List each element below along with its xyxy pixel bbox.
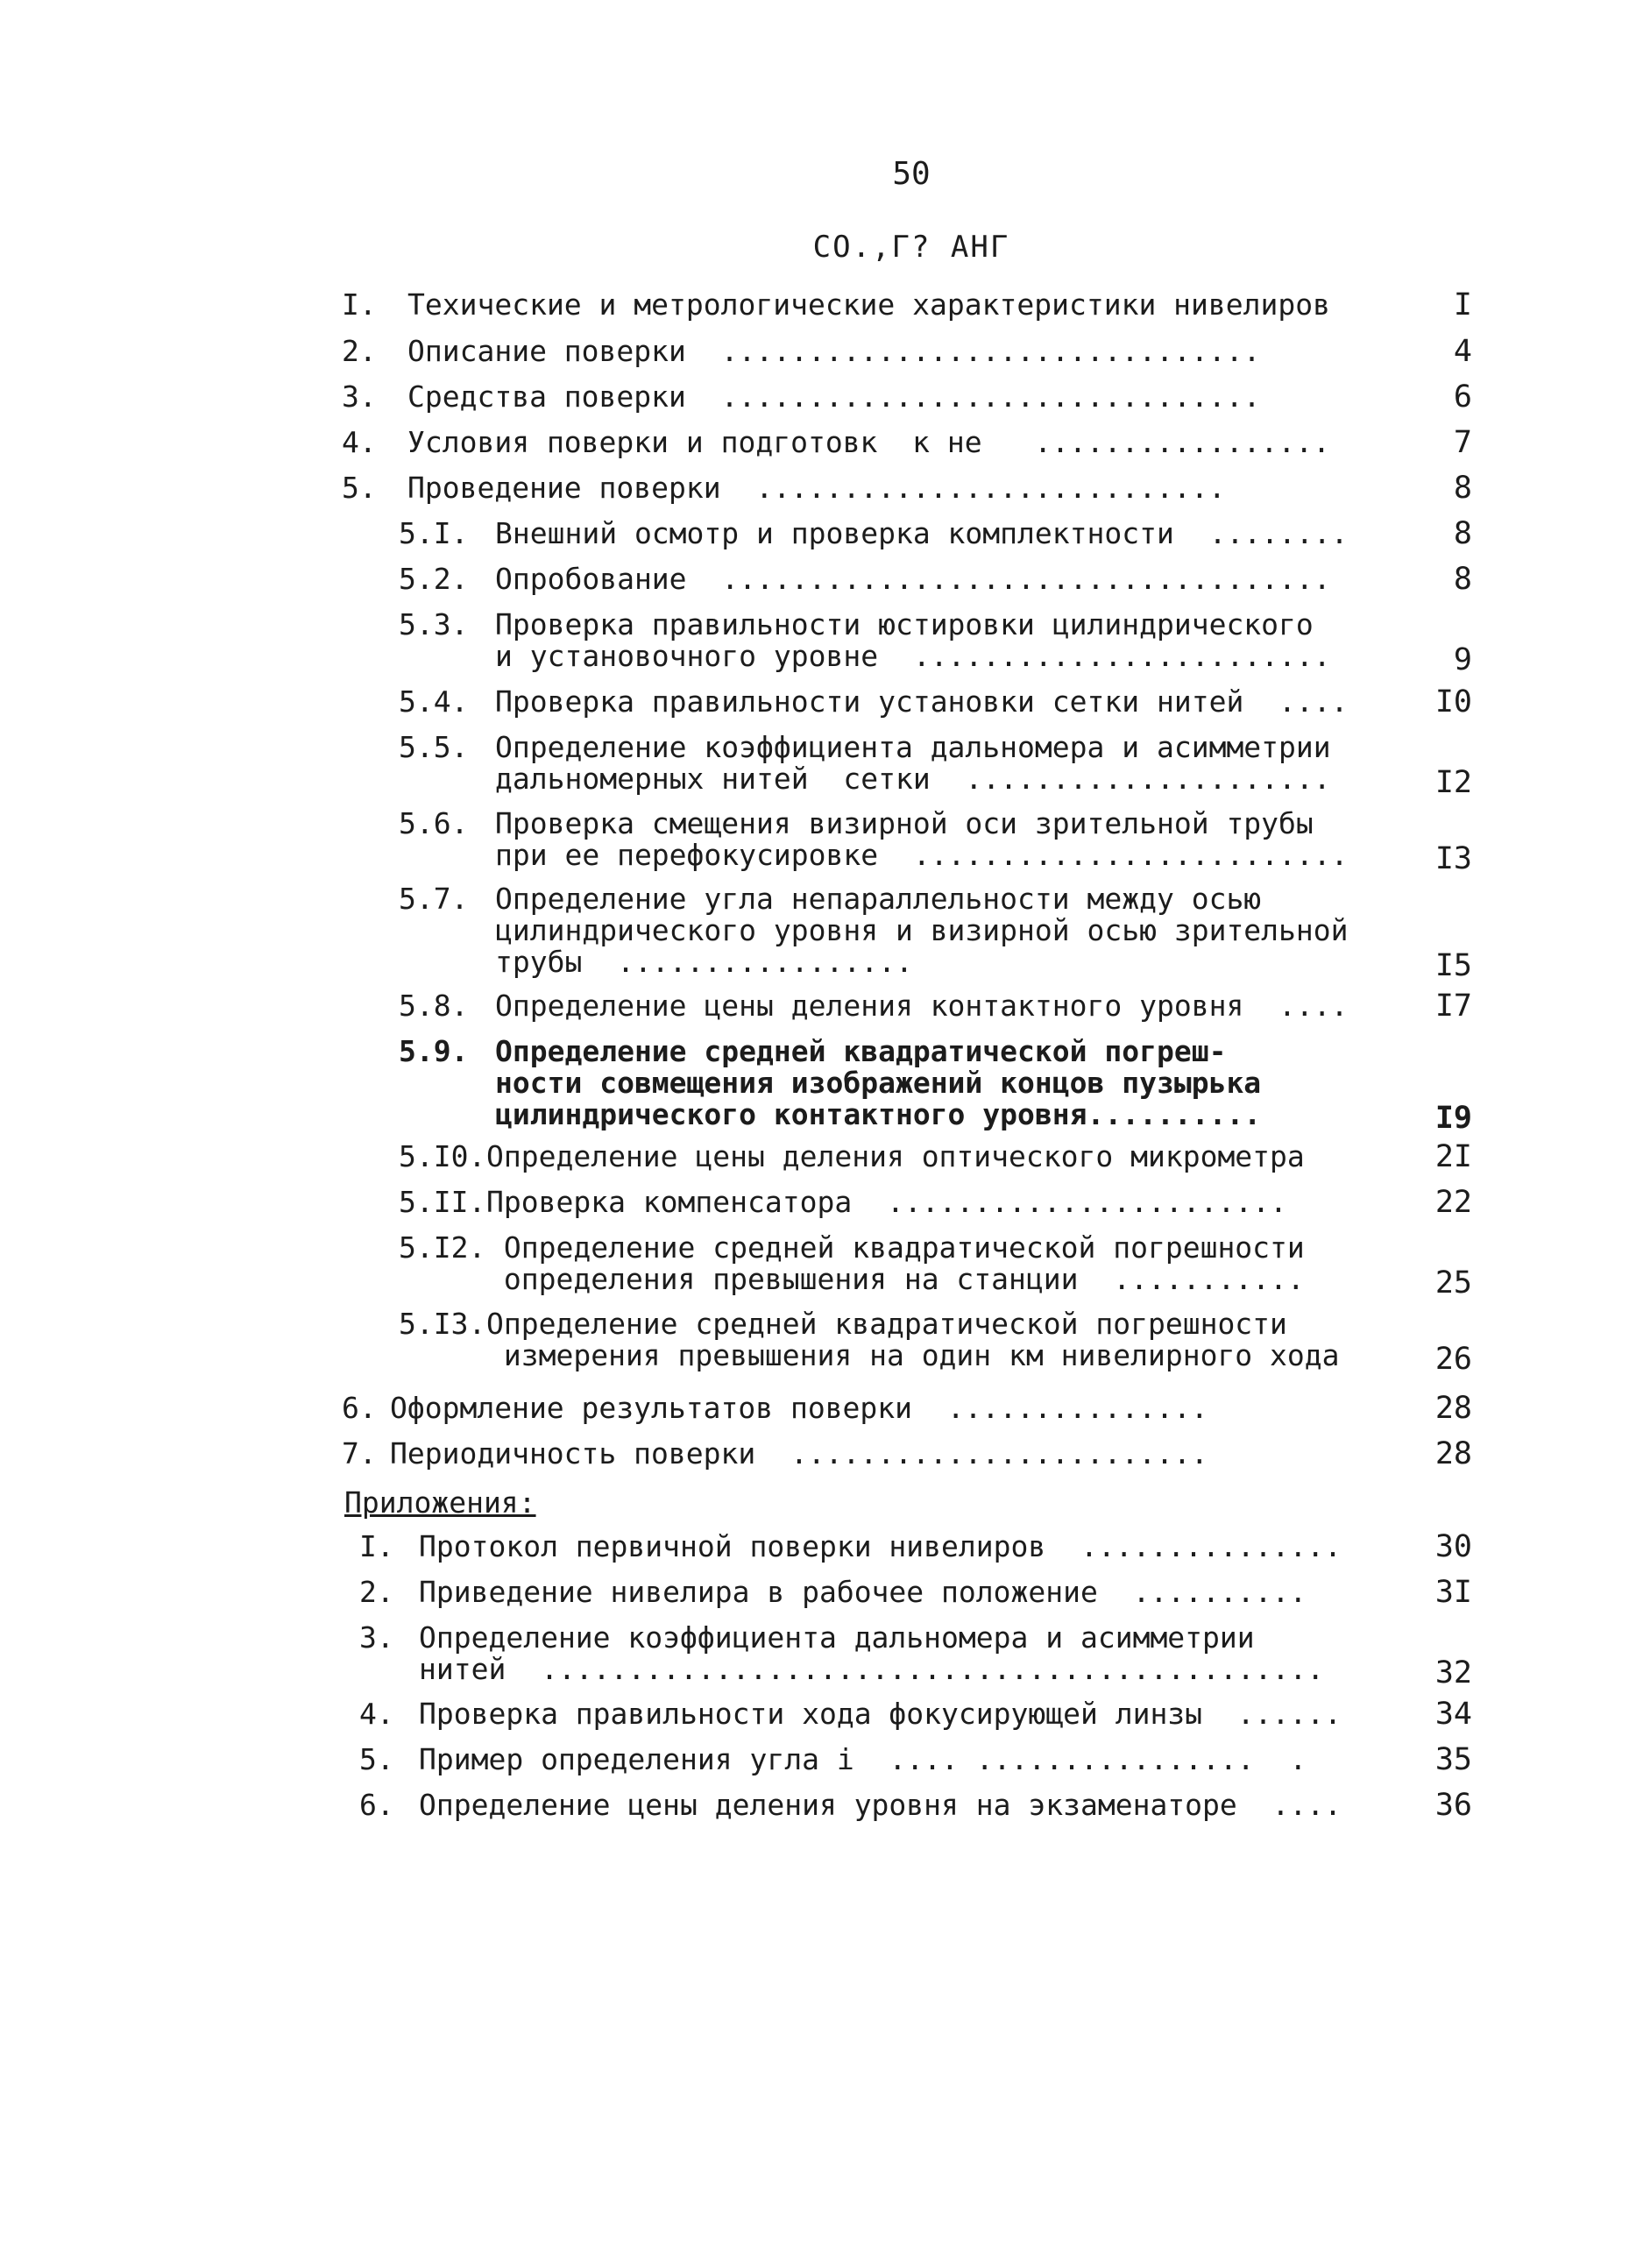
appendix-entry-number: I. (359, 1529, 394, 1563)
toc-entry-title: Проведение поверки ........................... (407, 471, 1226, 505)
toc-entry-title: Определение коэффициента дальномера и асимметрии дальномерных нитей сетки ..................... (495, 730, 1331, 796)
appendix-entry-page: 32 (1434, 1655, 1472, 1690)
appendix-entry-title: Протокол первичной поверки нивелиров ............... (419, 1529, 1342, 1563)
toc-entry-title: Определение цены деления контактного уровня .... (495, 989, 1349, 1023)
toc-entry-number: 5.II. (399, 1185, 486, 1219)
toc-entry-number: 5.I. (399, 516, 469, 550)
toc-entry-page: I (1453, 287, 1472, 322)
toc-entry-number: 7. (342, 1436, 377, 1471)
appendix-entry-number: 2. (359, 1575, 394, 1609)
appendix-label: Приложения: (344, 1485, 536, 1520)
toc-entry-number: 5.I2. (399, 1230, 486, 1265)
toc-entry-title: Определение средней квадратической погреш- ности совмещения изображений концов пузырька цилиндрического контактного уровня.......... (495, 1034, 1262, 1131)
toc-entry-title: Средства поверки ............................... (407, 379, 1261, 414)
appendix-entry-page: 30 (1434, 1529, 1472, 1564)
toc-entry-number: 5.4. (399, 684, 469, 719)
toc-entry-title: Проверка правильности установки сетки нитей .... (495, 684, 1349, 719)
toc-entry-number: 4. (342, 425, 377, 459)
toc-entry-title: Периодичность поверки ........................ (390, 1436, 1208, 1471)
toc-entry-number: 5.3. (399, 607, 469, 641)
appendix-entry-number: 4. (359, 1697, 394, 1731)
toc-entry-title: Определение средней квадратической погрешности определения превышения на станции ........... (503, 1230, 1305, 1296)
appendix-entry-page: 3I (1434, 1575, 1472, 1610)
toc-entry-page: 22 (1434, 1185, 1472, 1220)
appendix-entry-title: Приведение нивелира в рабочее положение .......... (419, 1575, 1307, 1609)
toc-entry-number: 5.7. (399, 882, 469, 916)
appendix-entry-title: Пример определения угла i .... ................ . (419, 1742, 1307, 1776)
appendix-entry-page: 36 (1434, 1788, 1472, 1823)
page-number: 50 (892, 156, 931, 192)
toc-entry-page: 25 (1434, 1265, 1472, 1301)
appendix-entry-title: Определение коэффициента дальномера и асимметрии нитей ............................................. (419, 1620, 1325, 1686)
toc-entry-page: 8 (1453, 471, 1472, 506)
toc-entry-title: Оформление результатов поверки ............... (390, 1391, 1208, 1425)
toc-entry-title: Определение средней квадратической погрешности измерения превышения на один км нивелирного хода (486, 1307, 1340, 1372)
contents-heading: СО.,Г? АНГ (812, 230, 1010, 265)
toc-entry-page: 26 (1434, 1342, 1472, 1377)
toc-entry-page: 2I (1434, 1139, 1472, 1174)
toc-entry-title: Описание поверки ............................... (407, 334, 1261, 368)
toc-entry-title: Определение угла непараллельности между осью цилиндрического уровня и визирной осью зрительной трубы ................. (495, 882, 1349, 979)
toc-entry-page: 28 (1434, 1436, 1472, 1471)
appendix-entry-page: 35 (1434, 1742, 1472, 1777)
appendix-entry-number: 5. (359, 1742, 394, 1776)
toc-entry-number: 3. (342, 379, 377, 414)
toc-entry-page: I9 (1434, 1101, 1472, 1136)
appendix-entry-number: 3. (359, 1620, 394, 1655)
toc-entry-page: 8 (1453, 562, 1472, 597)
toc-entry-number: 5.I3. (399, 1307, 486, 1341)
toc-entry-page: 7 (1453, 425, 1472, 460)
toc-entry-number: 5.5. (399, 730, 469, 764)
toc-entry-title: Опробование ................................... (495, 562, 1331, 596)
toc-entry-title: Проверка смещения визирной оси зрительной трубы при ее перефокусировке ......................... (495, 806, 1349, 872)
toc-entry-page: I7 (1434, 989, 1472, 1024)
toc-entry-page: 8 (1453, 516, 1472, 551)
toc-entry-title: Внешний осмотр и проверка комплектности ........ (495, 516, 1349, 550)
toc-entry-number: 5.8. (399, 989, 469, 1023)
appendix-entry-title: Проверка правильности хода фокусирующей линзы ...... (419, 1697, 1342, 1731)
appendix-entry-title: Определение цены деления уровня на экзаменаторе .... (419, 1788, 1342, 1822)
toc-entry-number: I. (342, 287, 377, 322)
toc-entry-page: I2 (1434, 765, 1472, 800)
toc-entry-title: Условия поверки и подготовк к не ................. (407, 425, 1330, 459)
toc-entry-page: I3 (1434, 841, 1472, 876)
toc-entry-title: Проверка компенсатора ....................... (486, 1185, 1287, 1219)
toc-entry-title: Проверка правильности юстировки цилиндрического и установочного уровне ........................ (495, 607, 1331, 673)
toc-entry-number: 5.2. (399, 562, 469, 596)
appendix-entry-number: 6. (359, 1788, 394, 1822)
toc-entry-number: 5. (342, 471, 377, 505)
toc-entry-page: I0 (1434, 684, 1472, 719)
toc-entry-page: 6 (1453, 379, 1472, 415)
toc-entry-page: 4 (1453, 334, 1472, 369)
toc-entry-number: 5.9. (399, 1034, 469, 1068)
toc-entry-number: 2. (342, 334, 377, 368)
toc-entry-page: 9 (1453, 642, 1472, 677)
toc-entry-number: 5.6. (399, 806, 469, 840)
toc-entry-number: 5.I0. (399, 1139, 486, 1173)
toc-entry-number: 6. (342, 1391, 377, 1425)
appendix-entry-page: 34 (1434, 1697, 1472, 1732)
toc-entry-title: Определение цены деления оптического микрометра (486, 1139, 1305, 1173)
toc-entry-title: Техические и метрологические характеристики нивелиров (407, 287, 1330, 322)
toc-entry-page: 28 (1434, 1391, 1472, 1426)
toc-entry-page: I5 (1434, 948, 1472, 983)
